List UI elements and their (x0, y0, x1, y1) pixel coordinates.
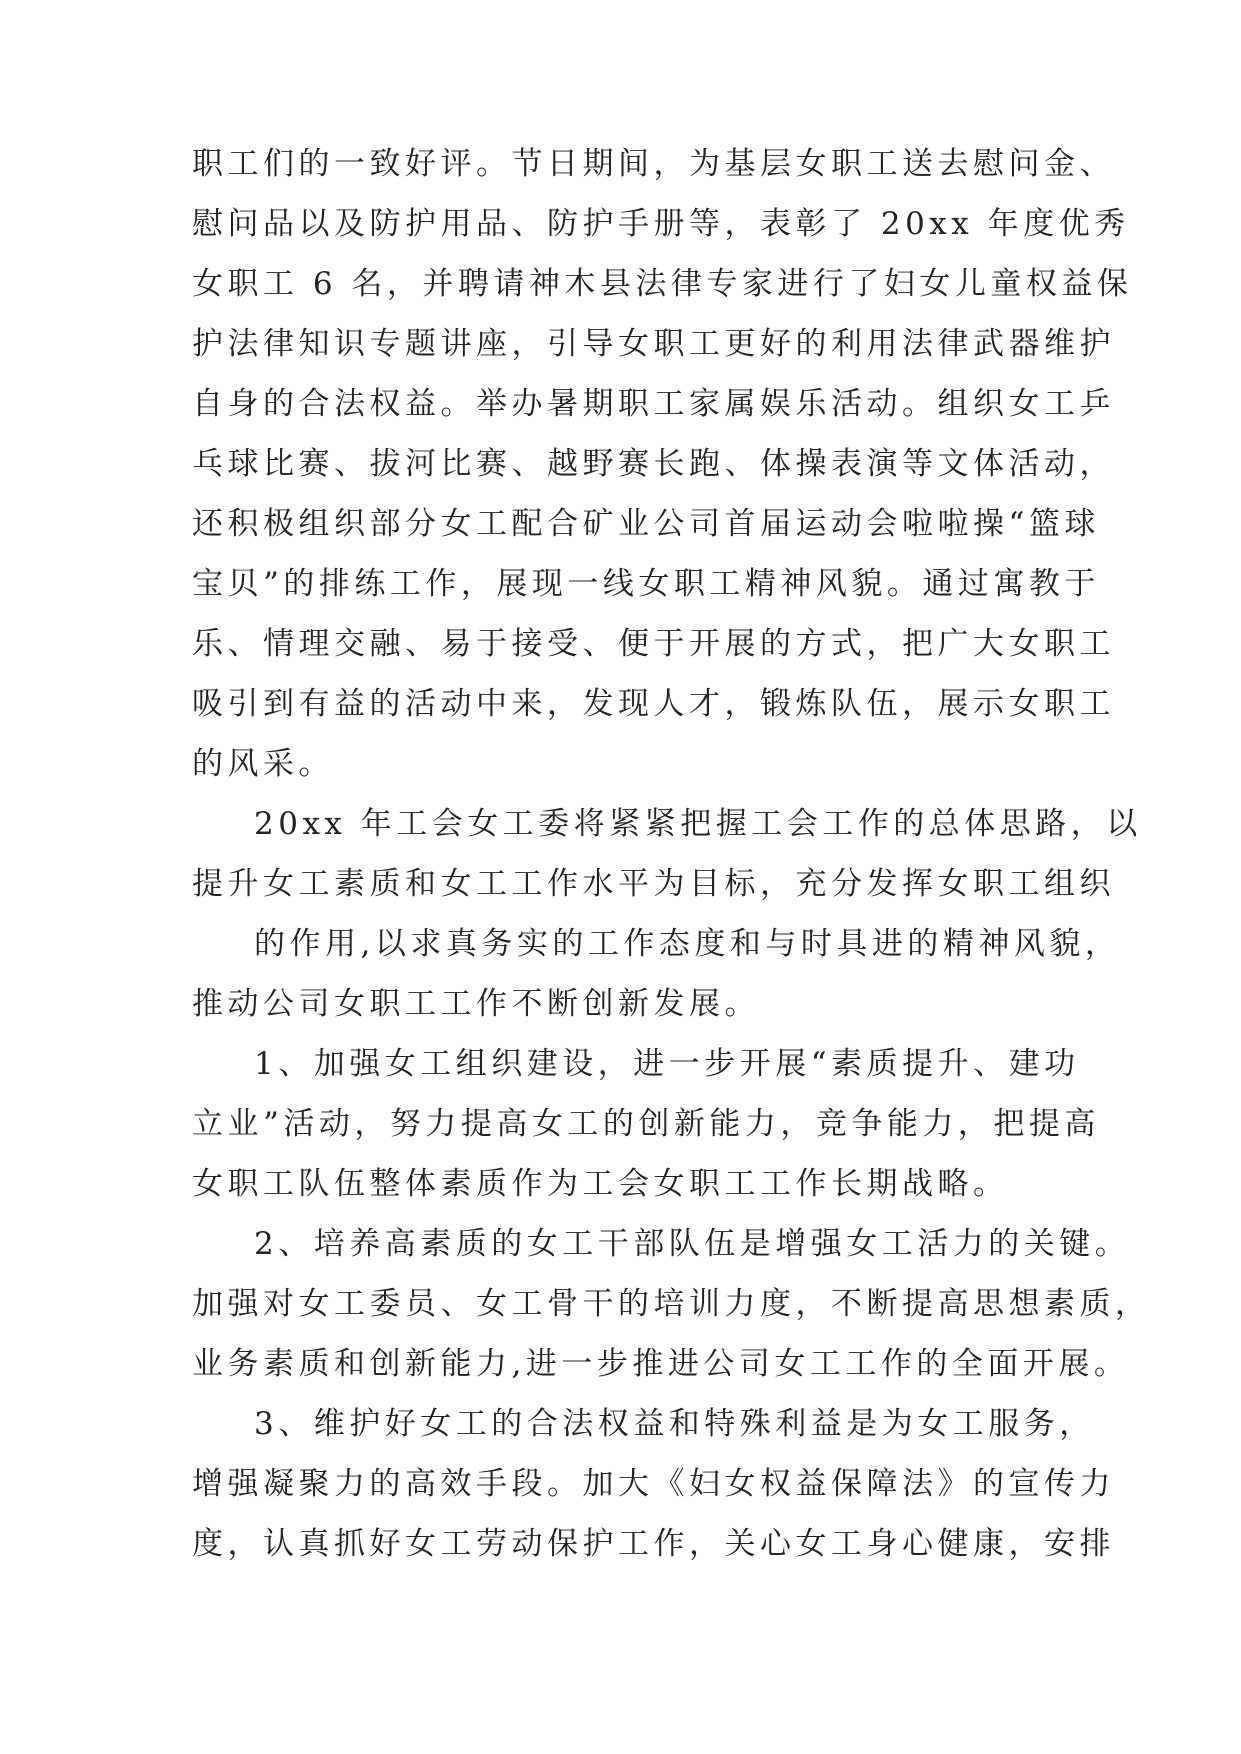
text-line: 的风采。 (192, 746, 334, 782)
text-line: 慰问品以及防护用品、防护手册等，表彰了 20xx 年度优秀 (192, 206, 1130, 242)
text-line: 女职工队伍整体素质作为工会女职工工作长期战略。 (192, 1166, 1009, 1202)
text-line: 吸引到有益的活动中来，发现人才，锻炼队伍，展示女职工 (192, 686, 1115, 722)
paragraph-first-line: 20xx 年工会女工委将紧紧把握工会工作的总体思路，以 (254, 806, 1142, 842)
text-line: 立业”活动，努力提高女工的创新能力，竞争能力，把提高 (192, 1106, 1100, 1142)
paragraph-first-line: 1、加强女工组织建设，进一步开展“素质提升、建功 (254, 1046, 1080, 1082)
paragraph-first-line: 3、维护好女工的合法权益和特殊利益是为女工服务， (254, 1406, 1095, 1442)
text-line: 提升女工素质和女工工作水平为目标，充分发挥女职工组织 (192, 866, 1115, 902)
text-line: 加强对女工委员、女工骨干的培训力度，不断提高思想素质， (192, 1286, 1151, 1322)
text-line: 职工们的一致好评。节日期间，为基层女职工送去慰问金、 (192, 146, 1115, 182)
text-line: 护法律知识专题讲座，引导女职工更好的利用法律武器维护 (192, 326, 1115, 362)
text-line: 女职工 6 名，并聘请神木县法律专家进行了妇女儿童权益保 (192, 266, 1133, 302)
text-line: 业务素质和创新能力,进一步推进公司女工工作的全面开展。 (192, 1346, 1130, 1382)
text-line: 乓球比赛、拔河比赛、越野赛长跑、体操表演等文体活动， (192, 446, 1115, 482)
text-line: 自身的合法权益。举办暑期职工家属娱乐活动。组织女工乒 (192, 386, 1115, 422)
text-line: 乐、情理交融、易于接受、便于开展的方式，把广大女职工 (192, 626, 1115, 662)
paragraph-first-line: 2、培养高素质的女工干部队伍是增强女工活力的关键。 (254, 1226, 1131, 1262)
text-line: 的作用,以求真务实的工作态度和与时具进的精神风貌， (254, 926, 1121, 962)
text-line: 增强凝聚力的高效手段。加大《妇女权益保障法》的宣传力 (192, 1466, 1115, 1502)
text-line: 宝贝”的排练工作，展现一线女职工精神风貌。通过寓教于 (192, 566, 1100, 602)
text-line: 推动公司女职工工作不断创新发展。 (192, 986, 760, 1022)
text-line: 度，认真抓好女工劳动保护工作，关心女工身心健康，安排 (192, 1526, 1115, 1562)
text-line: 还积极组织部分女工配合矿业公司首届运动会啦啦操“篮球 (192, 506, 1100, 542)
